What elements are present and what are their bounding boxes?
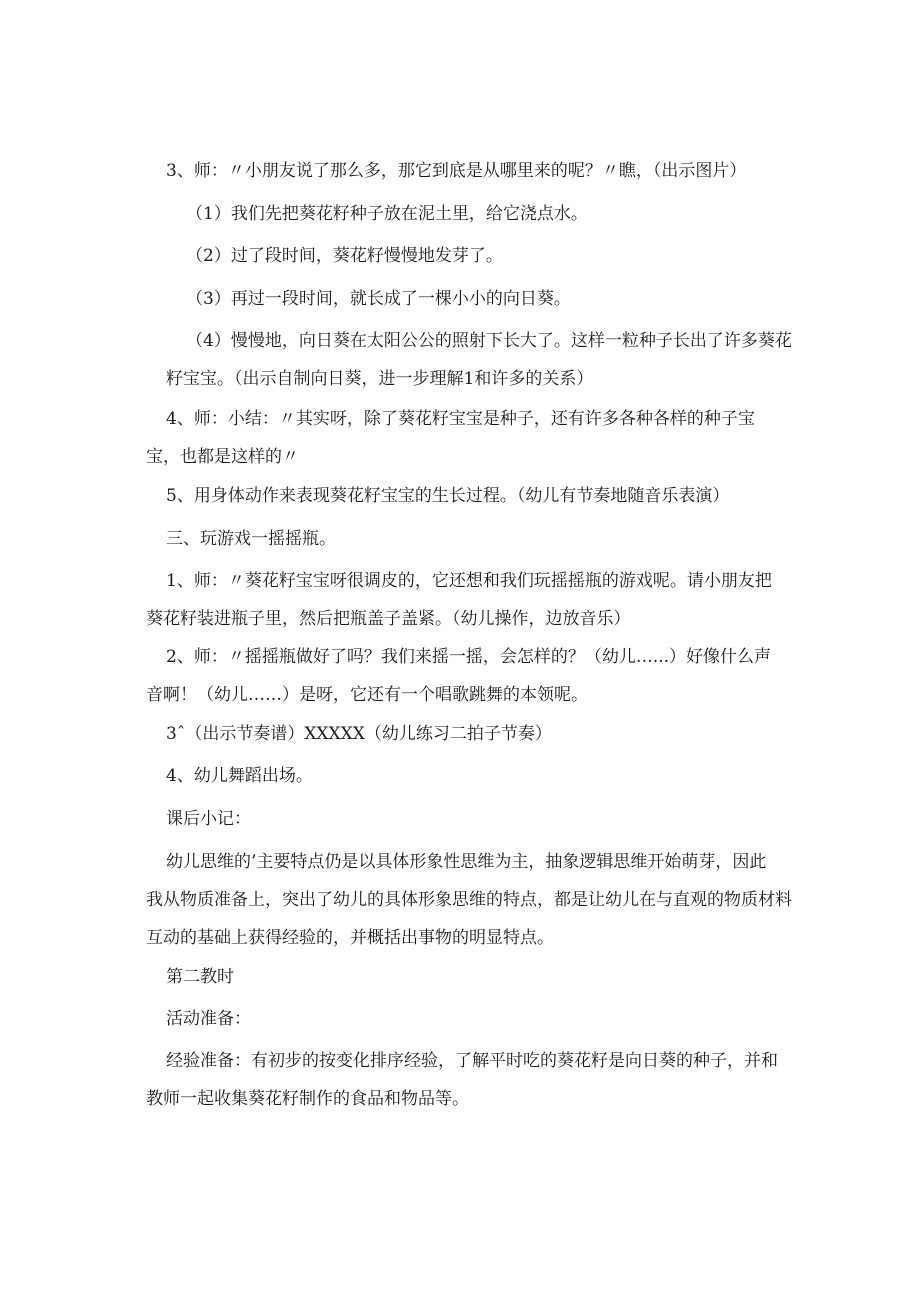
- text-line: 幼儿思维的’主要特点仍是以具体形象性思维为主，抽象逻辑思维开始萌芽，因此: [166, 852, 767, 872]
- text-line: 葵花籽装进瓶子里，然后把瓶盖子盖紧。（幼儿操作，边放音乐）: [146, 609, 631, 629]
- text-line: 2、师：〃摇摇瓶做好了吗？我们来摇一摇，会怎样的？（幼儿…...）好像什么声: [166, 647, 772, 667]
- text-line: （4）慢慢地，向日葵在太阳公公的照射下长大了。这样一粒种子长出了许多葵花: [186, 331, 792, 351]
- paragraph-teacher-question: [166, 152, 766, 190]
- text-line: （1）我们先把葵花籽种子放在泥土里，给它浇点水。: [186, 204, 588, 224]
- heading-after-class-notes: [166, 800, 766, 838]
- text-line: 互动的基础上获得经验的，并概括出事物的明显特点。: [146, 928, 554, 948]
- text-line: 宝，也都是这样的〃: [146, 447, 299, 467]
- paragraph-step-4: [166, 322, 792, 398]
- text-line: 我从物质准备上，突出了幼儿的具体形象思维的特点，都是让幼儿在与直观的物质材料: [146, 890, 792, 910]
- text-line: 4、幼儿舞蹈出场。: [166, 766, 313, 786]
- heading-second-lesson: [166, 958, 766, 996]
- paragraph-rhythm: [166, 715, 766, 753]
- section-heading-game: [166, 520, 766, 558]
- paragraph-body-movement: [166, 477, 766, 515]
- text-line: 3ˆ（出示节奏谱）XXXXX（幼儿练习二拍子节奏）: [166, 724, 552, 744]
- paragraph-step-1: [166, 195, 766, 233]
- paragraph-game-1: [146, 562, 772, 638]
- text-line: 音啊！（幼儿……）是呀，它还有一个唱歌跳舞的本领呢。: [146, 685, 588, 705]
- paragraph-experience-preparation: [146, 1042, 778, 1118]
- paragraph-step-2: [166, 237, 766, 275]
- text-line: 第二教时: [166, 967, 234, 987]
- text-line: 籽宝宝。（出示自制向日葵，进一步理解1和许多的关系）: [166, 369, 594, 389]
- heading-activity-preparation: [166, 1000, 766, 1038]
- text-line: 三、玩游戏一摇摇瓶。: [166, 529, 336, 549]
- paragraph-step-3: [166, 280, 766, 318]
- text-line: 活动准备：: [166, 1009, 251, 1029]
- text-line: 1、师：〃葵花籽宝宝呀很调皮的，它还想和我们玩摇摇瓶的游戏呢。请小朋友把: [166, 571, 772, 591]
- paragraph-reflection: [146, 843, 792, 957]
- paragraph-game-2: [146, 638, 772, 714]
- text-line: （3）再过一段时间，就长成了一棵小小的向日葵。: [186, 289, 571, 309]
- text-line: 5、用身体动作来表现葵花籽宝宝的生长过程。（幼儿有节奏地随音乐表演）: [166, 486, 730, 506]
- paragraph-summary: [146, 400, 766, 476]
- text-line: 课后小记：: [166, 809, 251, 829]
- paragraph-dance: [166, 757, 766, 795]
- text-line: 4、师：小结：〃其实呀，除了葵花籽宝宝是种子，还有许多各种各样的种子宝: [166, 409, 755, 429]
- text-line: 3、师：〃小朋友说了那么多，那它到底是从哪里来的呢？〃瞧，（出示图片）: [166, 161, 747, 181]
- text-line: 经验准备：有初步的按变化排序经验，了解平时吃的葵花籽是向日葵的种子，并和: [166, 1051, 778, 1071]
- text-line: 教师一起收集葵花籽制作的食品和物品等。: [146, 1089, 469, 1109]
- text-line: （2）过了段时间，葵花籽慢慢地发芽了。: [186, 246, 503, 266]
